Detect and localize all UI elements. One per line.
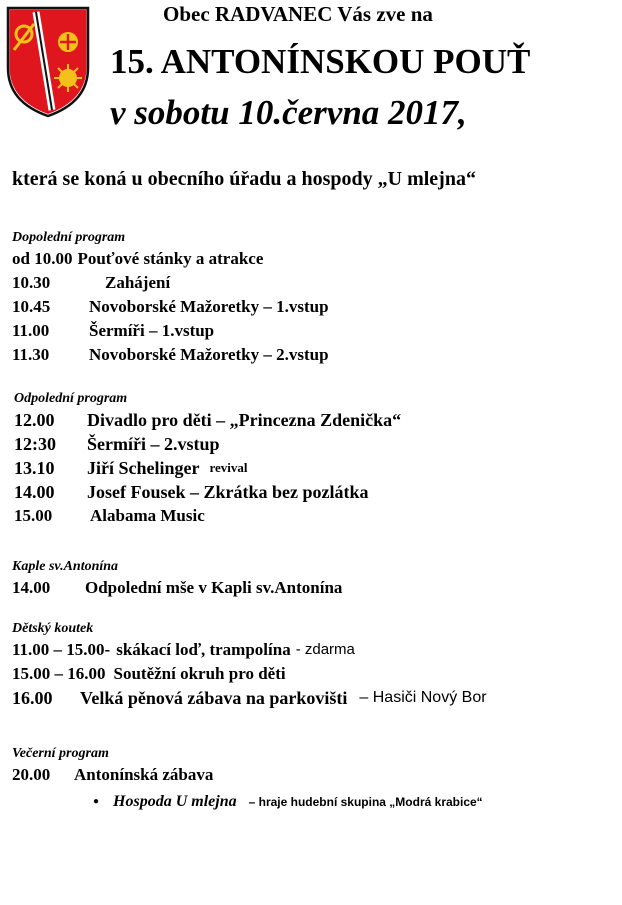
item-text: Alabama Music (90, 506, 205, 525)
item-text: Soutěžní okruh pro děti (113, 664, 286, 683)
header-invite: Obec RADVANEC Vás zve na (163, 2, 433, 26)
list-item (12, 343, 329, 367)
item-text: Novoborské Mažoretky – 2.vstup (89, 345, 329, 364)
list-item (14, 456, 401, 480)
village-crest-icon (6, 6, 90, 118)
list-item (12, 686, 487, 710)
list-item (14, 432, 401, 456)
section-chapel (12, 558, 342, 600)
item-time: 11.00 – 15.00- (12, 640, 111, 659)
item-note: - zdarma (295, 641, 355, 658)
section-morning (12, 229, 329, 367)
section-title: Dětský koutek (12, 621, 94, 636)
event-title: 15. ANTONÍNSKOU POUŤ (110, 42, 531, 81)
list-item (12, 319, 329, 343)
venue-name: Hospoda U mlejna (113, 793, 237, 810)
list-item (14, 480, 401, 504)
event-date: v sobotu 10.června 2017, (110, 93, 467, 132)
section-afternoon (14, 390, 401, 528)
list-item (12, 662, 487, 686)
list-item (12, 271, 329, 295)
item-time: 15.00 (14, 506, 53, 525)
item-text: skákací loď, trampolína (116, 640, 291, 659)
item-time: 13.10 (14, 458, 55, 478)
item-text: Šermíři – 2.vstup (87, 434, 220, 454)
list-item (12, 295, 329, 319)
item-text: Velká pěnová zábava na parkovišti (80, 688, 348, 708)
item-text: Novoborské Mažoretky – 1.vstup (89, 297, 329, 316)
item-time: 11.30 (12, 345, 50, 364)
list-item (12, 576, 342, 600)
list-item (12, 763, 213, 787)
event-location: která se koná u obecního úřadu a hospody „U mlejna“ (12, 168, 476, 190)
item-time: 12.00 (14, 410, 55, 430)
list-item (12, 247, 329, 271)
list-item (14, 408, 401, 432)
item-text: Divadlo pro děti – „Princezna Zdenička“ (87, 410, 402, 430)
item-text: Jiří Schelinger (87, 458, 200, 478)
item-time: 10.30 (12, 273, 51, 292)
item-time: 20.00 (12, 765, 51, 784)
section-title: Večerní program (12, 746, 109, 761)
list-item (14, 504, 401, 528)
item-text: Pouťové stánky a atrakce (77, 249, 264, 268)
section-title: Dopolední program (12, 230, 126, 245)
item-text: Josef Fousek – Zkrátka bez pozlátka (87, 482, 369, 502)
evening-bullet (93, 793, 483, 811)
section-title: Odpolední program (14, 391, 128, 406)
item-time: 14.00 (12, 578, 51, 597)
item-text: Odpolední mše v Kapli sv.Antonína (85, 578, 343, 597)
bullet-icon: ● (93, 796, 100, 807)
section-title: Kaple sv.Antonína (12, 559, 119, 574)
item-text: Antonínská zábava (74, 765, 214, 784)
section-kids (12, 620, 487, 710)
item-time: 14.00 (14, 482, 55, 502)
item-note: revival (209, 460, 248, 475)
item-text: Šermíři – 1.vstup (89, 321, 215, 340)
section-evening (12, 745, 213, 787)
band-info: – hraje hudební skupina „Modrá krabice“ (248, 795, 483, 809)
item-time: 10.45 (12, 297, 51, 316)
item-time: 12:30 (14, 434, 56, 454)
item-text: Zahájení (105, 273, 171, 292)
item-note: – Hasiči Nový Bor (359, 689, 487, 706)
item-time: 15.00 – 16.00 (12, 664, 106, 683)
item-time: od 10.00 (12, 249, 73, 268)
list-item (12, 638, 487, 662)
item-time: 11.00 (12, 321, 50, 340)
item-time: 16.00 (12, 688, 53, 708)
